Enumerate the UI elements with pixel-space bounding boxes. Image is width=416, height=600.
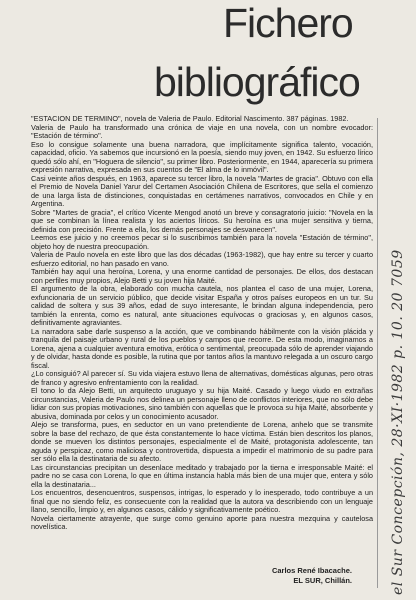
article-paragraph: También hay aquí una heroína, Lorena, y una enorme cantidad de personajes. De ellos, dos destacan con perfiles muy propios, Alejo Betti y su joven hija Maité.: [31, 267, 373, 285]
article-paragraph: Leemos ese juicio y no creemos pecar si lo suscribimos también para la novela "Estación de término", objeto hoy de nuestra preocupación.: [31, 233, 373, 251]
author-signature: Carlos René Ibacache.: [271, 566, 352, 575]
article-paragraph: Novela ciertamente atrayente, que surge como genuino aporte para nuestra mezquina y cautelosa novelística.: [31, 513, 373, 531]
article-paragraph: Eso lo consigue solamente una buena narradora, que implícitamente significa talento, vocación, capacidad, oficio. Ya sabemos que incursionó en la poesía, siendo muy joven, en 1942. Su esfuerzo lírico quedó sólo ahí, en "Hoguera de silencio", su primer libro. Posteriormente, en 1944, aparecería su primera expresión narrativa, expresada en sus cuentos de "El alma de lo inmóvil".: [31, 139, 373, 174]
article-paragraph: Alejo se transforma, pues, en seductor en un vano pretendiente de Lorena, anhelo que se transmite sobre la base del rechazo, de que ésta constantemente lo hace víctima. Están bien descritos los planos, donde se mueven los distintos personajes, especialmente el de Maité, protagonista adolescente, tan aguda y perspicaz, como maliciosa y controvertida, dispuesta a impedir el matrimonio de su padre para ser sólo ella la destinataria de su afecto.: [31, 420, 373, 463]
article-paragraph: "ESTACION DE TERMINO", novela de Valeria de Paulo. Editorial Nascimento. 387 páginas. 1982.: [31, 114, 349, 123]
page-title-line1: Fichero: [223, 0, 353, 46]
article-paragraph: Los encuentros, desencuentros, suspensos, intrigas, lo esperado y lo inesperado, todo contribuye a un final que no siendo feliz, es consecuente con la realidad que la autora va describiendo con un lenguaje llano, sencillo, limpio y, en algunos casos, cálido y significativamente poético.: [31, 488, 373, 514]
article-paragraph: Casi veinte años después, en 1963, aparece su tercer libro, la novela "Martes de gracia". Obtuvo con ella el Premio de Novela Daniel Yarur del Certamen Asociación Chilena de Escritores, que sella el comienzo de una larga lista de distinciones, conquistadas en certámenes narrativos, convocados en Chile y en Argentina.: [31, 173, 373, 208]
article-paragraph: La narradora sabe darle suspenso a la acción, que ve combinando hábilmente con la visión plácida y tranquila del paisaje urbano y rural de los pueblos y campos que recorre. De esta modo, imaginamos a Lorena, ajena a cualquier aventura emotiva, erótica o sentimental, preocupada sólo de aprender viajando y de olvidar, hasta donde es posible, la rutina que por tantos años la mantuvo relegada a un oscuro cargo fiscal.: [31, 326, 373, 370]
page-title-line2: bibliográfico: [154, 59, 360, 105]
article-paragraph: Valeria de Paulo ha transformado una crónica de viaje en una novela, con un nombre evocador: "Estación de término".: [31, 122, 373, 140]
handwritten-annotation: el Sur Concepción, 28·XI·1982 p. 10. 20 7059: [390, 249, 406, 595]
article-body: [31, 115, 373, 532]
source-line: EL SUR, Chillán.: [293, 576, 352, 585]
article-paragraph: ¿Lo consiguió? Al parecer sí. Su vida viajera estuvo llena de alternativas, domésticas algunas, pero otras de franco y agresivo enfrentamiento con la realidad.: [31, 369, 373, 387]
margin-rule: [377, 118, 378, 588]
article-paragraph: Sobre "Martes de gracia", el crítico Vicente Mengod anotó un breve y consagratorio juicio: "Novela en la que se combinan la línea realista y los aciertos líricos. Su heroína es una mujer sensitiva y tierna, definida con precisión. Frente a ella, los demás personajes se desvanecen".: [31, 207, 373, 234]
article-paragraph: Las circunstancias precipitan un desenlace meditado y trabajado por la tierna e irresponsable Maité: el padre no se casa con Lorena, lo que en última instancia habla más bien de una mujer que, entera y sólo ella la destinataria...: [31, 462, 373, 489]
article-paragraph: El argumento de la obra, elaborado con mucha cautela, nos plantea el caso de una mujer, Lorena, exfuncionaria de un servicio público, que decide visitar España y otros países europeos en un tur. Su calidad de soltera y sus 39 años, edad de suyo interesante, le brindan alguna independencia, pero también la enrenta, como es natural, ante situaciones equívocas o graciosas y, en algunos casos, definitivamente agraviantes.: [31, 284, 373, 327]
article-paragraph: Valeria de Paulo novela en este libro que las dos décadas (1963-1982), que hay entre su tercer y cuarto esfuerzo editorial, no han pasado en vano.: [31, 250, 373, 268]
article-paragraph: El tono lo da Alejo Betti, un arquitecto uruguayo y su hija Maité. Casado y luego viudo en extrañas circunstancias, Valeria de Paulo nos delinea un personaje lleno de conflictos interiores, que no sólo debe lidiar con sus propias motivaciones, sino también con aquellas que le provoca su hija Maité, absorbente y abusiva, dominada por celos y un conocimiento acusador.: [31, 386, 373, 421]
